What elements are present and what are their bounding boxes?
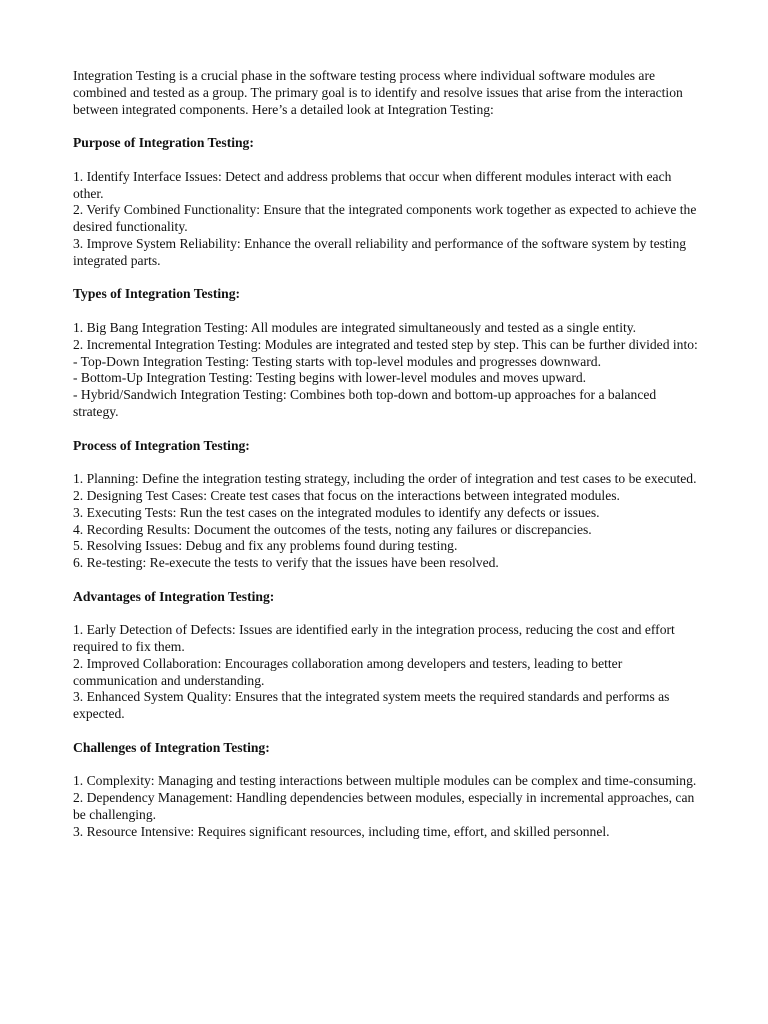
types-item-2: 2. Incremental Integration Testing: Modules are integrated and tested step by step. This can be further divided into: (73, 336, 698, 352)
advantages-heading: Advantages of Integration Testing: (73, 588, 275, 604)
process-item-5: 5. Resolving Issues: Debug and fix any problems found during testing. (73, 538, 458, 554)
advantages-list (73, 622, 699, 723)
challenges-item-1: 1. Complexity: Managing and testing interactions between multiple modules can be complex and time-consuming. (73, 773, 697, 789)
purpose-item-2: 2. Verify Combined Functionality: Ensure that the integrated components work together as expected to achieve the desired functionality. (73, 202, 697, 235)
types-subitem-hybrid: - Hybrid/Sandwich Integration Testing: Combines both top-down and bottom-up approaches for a balanced strategy. (73, 387, 657, 419)
challenges-heading: Challenges of Integration Testing: (73, 739, 270, 755)
process-item-4: 4. Recording Results: Document the outcomes of the tests, noting any failures or discrepancies. (73, 521, 592, 537)
advantages-item-2: 2. Improved Collaboration: Encourages collaboration among developers and testers, leading to better communication and understanding. (73, 655, 623, 688)
purpose-item-1: 1. Identify Interface Issues: Detect and address problems that occur when different modules interact with each other. (73, 168, 672, 201)
types-item-1: 1. Big Bang Integration Testing: All modules are integrated simultaneously and tested as a single entity. (73, 319, 637, 335)
process-item-6: 6. Re-testing: Re-execute the tests to verify that the issues have been resolved. (73, 555, 499, 571)
process-item-3: 3. Executing Tests: Run the test cases on the integrated modules to identify any defects or issues. (73, 504, 600, 520)
advantages-item-1: 1. Early Detection of Defects: Issues are identified early in the integration process, reducing the cost and effort required to fix them. (73, 622, 675, 655)
challenges-item-2: 2. Dependency Management: Handling dependencies between modules, especially in incremental approaches, can be challenging. (73, 790, 695, 823)
types-subitem-top-down: - Top-Down Integration Testing: Testing starts with top-level modules and progresses downward. (73, 353, 601, 369)
types-heading: Types of Integration Testing: (73, 286, 241, 302)
process-item-2: 2. Designing Test Cases: Create test cases that focus on the interactions between integrated modules. (73, 487, 620, 503)
purpose-heading: Purpose of Integration Testing: (73, 135, 254, 151)
advantages-item-3: 3. Enhanced System Quality: Ensures that the integrated system meets the required standards and performs as expected. (73, 689, 670, 722)
types-list (73, 320, 699, 421)
purpose-list (73, 169, 699, 270)
purpose-item-3: 3. Improve System Reliability: Enhance the overall reliability and performance of the software system by testing integrated parts. (73, 235, 687, 268)
process-heading: Process of Integration Testing: (73, 437, 250, 453)
intro-paragraph: Integration Testing is a crucial phase in the software testing process where individual software modules are combined and tested as a group. The primary goal is to identify and resolve issues that arise from the interaction between integrated components. Here’s a detailed look at Integration Testing: (73, 68, 683, 117)
process-item-1: 1. Planning: Define the integration testing strategy, including the order of integration and test cases to be executed. (73, 471, 697, 487)
types-subitem-bottom-up: - Bottom-Up Integration Testing: Testing begins with lower-level modules and moves upward. (73, 370, 587, 386)
challenges-item-3: 3. Resource Intensive: Requires significant resources, including time, effort, and skilled personnel. (73, 823, 610, 839)
document-page (73, 68, 699, 857)
challenges-list (73, 773, 699, 840)
process-list (73, 471, 699, 572)
